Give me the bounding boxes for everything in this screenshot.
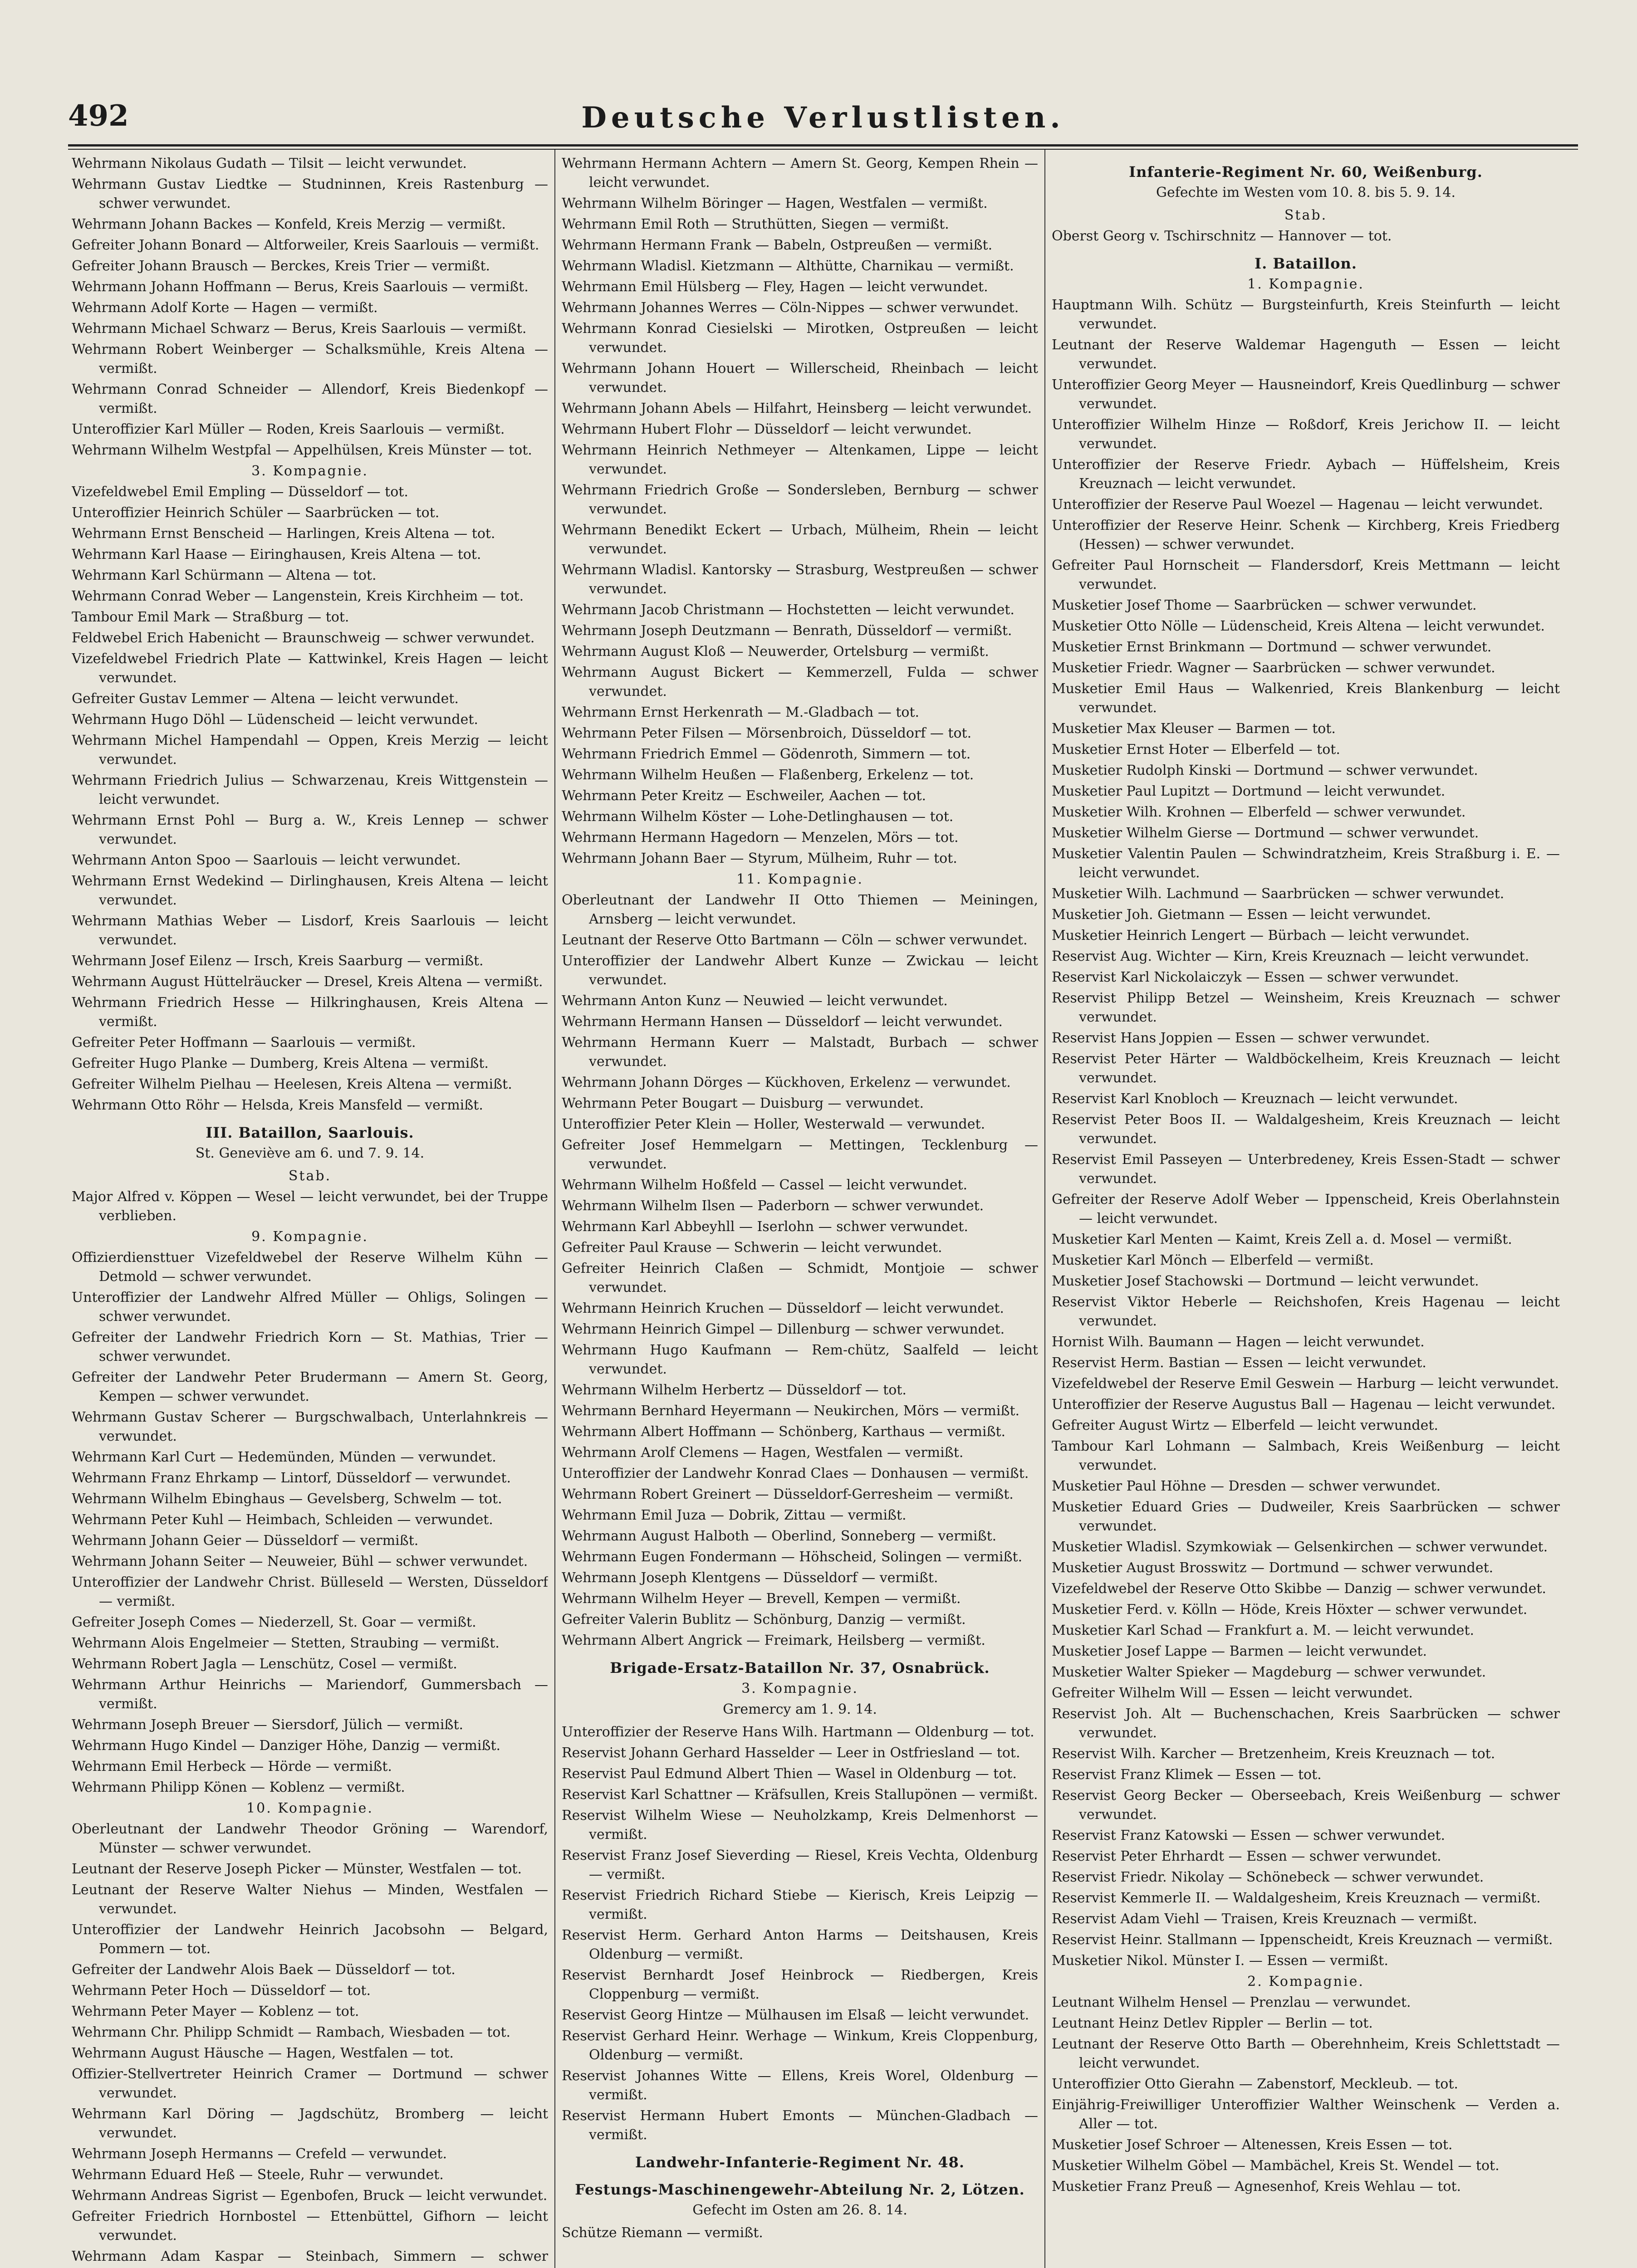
casualty-entry: Wehrmann Johann Houert — Willerscheid, Rheinbach — leicht verwundet.	[562, 361, 1038, 396]
casualty-entry: Wehrmann Wilhelm Hoßfeld — Cassel — leicht verwundet.	[562, 1177, 968, 1193]
casualty-entry: Wehrmann Friedrich Hesse — Hilkringhausen, Kreis Altena — vermißt.	[72, 995, 548, 1030]
column-right	[1052, 154, 1560, 2268]
casualty-entry: Reservist Viktor Heberle — Reichshofen, Kreis Hagenau — leicht verwundet.	[1052, 1294, 1560, 1329]
casualty-entry: Wehrmann Karl Döring — Jagdschütz, Bromberg — leicht verwundet.	[72, 2106, 548, 2141]
section-heading: I. Bataillon.	[1255, 255, 1357, 272]
casualty-entry: Wehrmann Hugo Kindel — Danziger Höhe, Danzig — vermißt.	[72, 1738, 501, 1754]
page-number: 492	[68, 99, 129, 133]
casualty-entry: Unteroffizier der Reserve Heinr. Schenk — Kirchberg, Kreis Friedberg (Hessen) — schwer verwundet.	[1052, 518, 1560, 552]
casualty-entry: Tambour Emil Mark — Straßburg — tot.	[72, 609, 349, 625]
column-divider	[1044, 150, 1045, 2268]
casualty-entry: Wehrmann Arthur Heinrichs — Mariendorf, Gummersbach — vermißt.	[72, 1677, 548, 1712]
section-heading: Infanterie-Regiment Nr. 60, Weißenburg.	[1129, 163, 1483, 181]
casualty-entry: Vizefeldwebel der Reserve Otto Skibbe — Danzig — schwer verwundet.	[1052, 1581, 1546, 1597]
casualty-entry: Wehrmann Wladisl. Kantorsky — Strasburg, Westpreußen — schwer verwundet.	[562, 562, 1038, 597]
casualty-entry: Reservist Kemmerle II. — Waldalgesheim, Kreis Kreuznach — vermißt.	[1052, 1890, 1541, 1906]
casualty-entry: Leutnant Heinz Detlev Rippler — Berlin — tot.	[1052, 2015, 1373, 2031]
battle-note: Gefecht im Osten am 26. 8. 14.	[692, 2202, 907, 2218]
casualty-entry: Wehrmann Albert Angrick — Freimark, Heilsberg — vermißt.	[562, 1633, 985, 1648]
casualty-entry: Unteroffizier der Reserve Hans Wilh. Hartmann — Oldenburg — tot.	[562, 1724, 1034, 1740]
casualty-entry: Reservist Georg Hintze — Mülhausen im Elsaß — leicht verwundet.	[562, 2007, 1029, 2023]
casualty-entry: Wehrmann Heinrich Nethmeyer — Altenkamen, Lippe — leicht verwundet.	[562, 442, 1038, 477]
casualty-entry: Wehrmann Philipp Könen — Koblenz — vermißt.	[72, 1779, 405, 1795]
casualty-entry: Musketier Ernst Brinkmann — Dortmund — schwer verwundet.	[1052, 639, 1492, 655]
casualty-entry: Musketier Paul Lupitzt — Dortmund — leicht verwundet.	[1052, 783, 1446, 799]
casualty-entry: Musketier Heinrich Lengert — Bürbach — leicht verwundet.	[1052, 928, 1470, 943]
casualty-entry: Musketier Josef Lappe — Barmen — leicht verwundet.	[1052, 1643, 1427, 1659]
casualty-entry: Reservist Franz Josef Sieverding — Riesel, Kreis Vechta, Oldenburg — vermißt.	[562, 1848, 1038, 1882]
casualty-entry: Reservist Gerhard Heinr. Werhage — Winkum, Kreis Cloppenburg, Oldenburg — vermißt.	[562, 2028, 1038, 2063]
casualty-entry: Wehrmann Emil Hülsberg — Fley, Hagen — leicht verwundet.	[562, 279, 988, 295]
casualty-entry: Reservist Friedrich Richard Stiebe — Kierisch, Kreis Leipzig — vermißt.	[562, 1887, 1038, 1922]
casualty-entry: Gefreiter August Wirtz — Elberfeld — leicht verwundet.	[1052, 1418, 1438, 1433]
casualty-entry: Musketier Karl Schad — Frankfurt a. M. — leicht verwundet.	[1052, 1623, 1475, 1638]
casualty-entry: Unteroffizier Heinrich Schüler — Saarbrücken — tot.	[72, 505, 440, 521]
casualty-entry: Unteroffizier Otto Gierahn — Zabenstorf, Meckleub. — tot.	[1052, 2076, 1458, 2092]
casualty-entry: Wehrmann Wilhelm Ilsen — Paderborn — schwer verwundet.	[562, 1198, 984, 1214]
casualty-entry: Wehrmann Ernst Wedekind — Dirlinghausen, Kreis Altena — leicht verwundet.	[72, 873, 548, 908]
casualty-entry: Wehrmann August Hüttelräucker — Dresel, Kreis Altena — vermißt.	[72, 974, 543, 990]
casualty-entry: Wehrmann Hermann Hagedorn — Menzelen, Mörs — tot.	[562, 830, 959, 846]
casualty-entry: Reservist Heinr. Stallmann — Ippenscheidt, Kreis Kreuznach — vermißt.	[1052, 1932, 1553, 1948]
casualty-entry: Wehrmann Peter Hoch — Düsseldorf — tot.	[72, 1983, 371, 1999]
casualty-entry: Wehrmann Peter Filsen — Mörsenbroich, Düsseldorf — tot.	[562, 725, 972, 741]
casualty-entry: Reservist Philipp Betzel — Weinsheim, Kreis Kreuznach — schwer verwundet.	[1052, 990, 1560, 1025]
casualty-entry: Reservist Paul Edmund Albert Thien — Wasel in Oldenburg — tot.	[562, 1766, 1017, 1782]
casualty-entry: Wehrmann Jacob Christmann — Hochstetten — leicht verwundet.	[562, 602, 1015, 618]
casualty-entry: Reservist Emil Passeyen — Unterbredeney, Kreis Essen-Stadt — schwer verwundet.	[1052, 1152, 1560, 1187]
casualty-entry: Reservist Franz Klimek — Essen — tot.	[1052, 1767, 1322, 1783]
casualty-entry: Musketier Karl Mönch — Elberfeld — vermißt.	[1052, 1252, 1374, 1268]
casualty-entry: Reservist Herm. Bastian — Essen — leicht verwundet.	[1052, 1355, 1426, 1371]
casualty-entry: Gefreiter der Landwehr Friedrich Korn — St. Mathias, Trier — schwer verwundet.	[72, 1330, 548, 1364]
casualty-entry: Reservist Peter Ehrhardt — Essen — schwer verwundet.	[1052, 1848, 1441, 1864]
casualty-entry: Gefreiter Johann Bonard — Altforweiler, Kreis Saarlouis — vermißt.	[72, 237, 539, 253]
casualty-entry: Wehrmann Joseph Breuer — Siersdorf, Jülich — vermißt.	[72, 1717, 464, 1733]
casualty-entry: Wehrmann August Bickert — Kemmerzell, Fulda — schwer verwundet.	[562, 665, 1038, 699]
casualty-entry: Gefreiter Friedrich Hornbostel — Ettenbüttel, Gifhorn — leicht verwundet.	[72, 2209, 548, 2244]
casualty-entry: Gefreiter der Landwehr Alois Baek — Düsseldorf — tot.	[72, 1962, 456, 1978]
casualty-entry: Wehrmann Heinrich Kruchen — Düsseldorf — leicht verwundet.	[562, 1300, 1004, 1316]
casualty-entry: Wehrmann Wilhelm Ebinghaus — Gevelsberg, Schwelm — tot.	[72, 1491, 502, 1507]
casualty-entry: Unteroffizier der Reserve Augustus Ball — Hagenau — leicht verwundet.	[1052, 1397, 1556, 1413]
casualty-entry: Gefreiter Gustav Lemmer — Altena — leicht verwundet.	[72, 691, 459, 707]
casualty-entry: Wehrmann Josef Eilenz — Irsch, Kreis Saarburg — vermißt.	[72, 953, 484, 969]
casualty-entry: Leutnant der Reserve Walter Niehus — Minden, Westfalen — verwundet.	[72, 1882, 548, 1917]
casualty-entry: Wehrmann Emil Juza — Dobrik, Zittau — vermißt.	[562, 1507, 907, 1523]
casualty-entry: Reservist Wilhelm Wiese — Neuholzkamp, Kreis Delmenhorst — vermißt.	[562, 1808, 1038, 1843]
casualty-entry: Einjährig-Freiwilliger Unteroffizier Walther Weinschenk — Verden a. Aller — tot.	[1052, 2097, 1560, 2132]
casualty-entry: Wehrmann Joseph Klentgens — Düsseldorf — vermißt.	[562, 1570, 938, 1586]
casualty-entry: Wehrmann Arolf Clemens — Hagen, Westfalen — vermißt.	[562, 1445, 964, 1461]
casualty-entry: Wehrmann Wilhelm Köster — Lohe-Detlinghausen — tot.	[562, 809, 954, 825]
casualty-entry: Offizierdiensttuer Vizefeldwebel der Reserve Wilhelm Kühn — Detmold — schwer verwundet.	[72, 1250, 548, 1285]
casualty-entry: Reservist Peter Härter — Waldböckelheim, Kreis Kreuznach — leicht verwundet.	[1052, 1051, 1560, 1086]
casualty-entry: Unteroffizier der Landwehr Christ. Bülleseld — Wersten, Düsseldorf — vermißt.	[72, 1574, 548, 1609]
casualty-entry: Wehrmann Friedrich Emmel — Gödenroth, Simmern — tot.	[562, 746, 971, 762]
casualty-entry: Hornist Wilh. Baumann — Hagen — leicht verwundet.	[1052, 1334, 1425, 1350]
casualty-entry: Tambour Karl Lohmann — Salmbach, Kreis Weißenburg — leicht verwundet.	[1052, 1438, 1560, 1473]
casualty-entry: Wehrmann Friedrich Große — Sondersleben, Bernburg — schwer verwundet.	[562, 482, 1038, 517]
casualty-entry: Wehrmann Robert Jagla — Lenschütz, Cosel — vermißt.	[72, 1656, 457, 1672]
casualty-entry: Wehrmann Chr. Philipp Schmidt — Rambach, Wiesbaden — tot.	[72, 2024, 511, 2040]
casualty-entry: Reservist Bernhardt Josef Heinbrock — Riedbergen, Kreis Cloppenburg — vermißt.	[562, 1967, 1038, 2002]
casualty-entry: Musketier Ernst Hoter — Elberfeld — tot.	[1052, 742, 1340, 758]
casualty-entry: Wehrmann Peter Kreitz — Eschweiler, Aachen — tot.	[562, 788, 926, 804]
casualty-entry: Leutnant der Reserve Joseph Picker — Münster, Westfalen — tot.	[72, 1861, 522, 1877]
casualty-entry: Wehrmann Johann Backes — Konfeld, Kreis Merzig — vermißt.	[72, 216, 506, 232]
casualty-entry: Musketier Josef Schroer — Altenessen, Kreis Essen — tot.	[1052, 2137, 1453, 2153]
page-header	[68, 98, 1578, 138]
casualty-entry: Reservist Herm. Gerhard Anton Harms — Deitshausen, Kreis Oldenburg — vermißt.	[562, 1927, 1038, 1962]
casualty-entry: Unteroffizier Wilhelm Hinze — Roßdorf, Kreis Jerichow II. — leicht verwundet.	[1052, 417, 1560, 452]
casualty-entry: Musketier Rudolph Kinski — Dortmund — schwer verwundet.	[1052, 763, 1478, 778]
casualty-entry: Gefreiter Johann Brausch — Berckes, Kreis Trier — vermißt.	[72, 258, 490, 274]
casualty-entry: Wehrmann Robert Weinberger — Schalksmühle, Kreis Altena — vermißt.	[72, 342, 548, 376]
casualty-entry: Wehrmann Ernst Pohl — Burg a. W., Kreis Lennep — schwer verwundet.	[72, 812, 548, 847]
casualty-entry: Gefreiter der Landwehr Peter Brudermann — Amern St. Georg, Kempen — schwer verwundet.	[72, 1369, 548, 1404]
casualty-entry: Reservist Joh. Alt — Buchenschachen, Kreis Saarbrücken — schwer verwundet.	[1052, 1706, 1560, 1741]
casualty-entry: Major Alfred v. Köppen — Wesel — leicht verwundet, bei der Truppe verblieben.	[72, 1189, 548, 1224]
casualty-entry: Wehrmann Anton Kunz — Neuwied — leicht verwundet.	[562, 993, 948, 1009]
casualty-entry: Oberleutnant der Landwehr II Otto Thiemen — Meiningen, Arnsberg — leicht verwundet.	[562, 892, 1038, 927]
casualty-entry: Wehrmann Hugo Kaufmann — Rem-chütz, Saalfeld — leicht verwundet.	[562, 1342, 1038, 1377]
casualty-entry: Hauptmann Wilh. Schütz — Burgsteinfurth, Kreis Steinfurth — leicht verwundet.	[1052, 297, 1560, 332]
casualty-entry: Musketier Nikol. Münster I. — Essen — vermißt.	[1052, 1953, 1388, 1969]
casualty-entry: Wehrmann Conrad Weber — Langenstein, Kreis Kirchheim — tot.	[72, 588, 524, 604]
casualty-entry: Wehrmann Emil Roth — Struthütten, Siegen — vermißt.	[562, 216, 949, 232]
casualty-entry: Wehrmann Michel Hampendahl — Oppen, Kreis Merzig — leicht verwundet.	[72, 733, 548, 767]
casualty-entry: Wehrmann Friedrich Julius — Schwarzenau, Kreis Wittgenstein — leicht verwundet.	[72, 772, 548, 807]
company-heading: 3. Kompagnie.	[251, 463, 368, 479]
casualty-entry: Wehrmann Hugo Döhl — Lüdenscheid — leicht verwundet.	[72, 712, 478, 728]
section-heading: Landwehr-Infanterie-Regiment Nr. 48.	[635, 2154, 965, 2171]
company-heading: 9. Kompagnie.	[251, 1229, 368, 1245]
casualty-entry: Unteroffizier der Reserve Friedr. Aybach — Hüffelsheim, Kreis Kreuznach — leicht verwundet.	[1052, 457, 1560, 492]
company-heading: Stab.	[1284, 207, 1328, 223]
casualty-entry: Gefreiter Joseph Comes — Niederzell, St. Goar — vermißt.	[72, 1614, 476, 1630]
casualty-entry: Wehrmann Johannes Werres — Cöln-Nippes — schwer verwundet.	[562, 300, 1019, 316]
casualty-entry: Wehrmann Hermann Achtern — Amern St. Georg, Kempen Rhein — leicht verwundet.	[562, 156, 1038, 191]
page-title: Deutsche Verlustlisten.	[581, 101, 1065, 135]
casualty-entry: Oberleutnant der Landwehr Theodor Gröning — Warendorf, Münster — schwer verwundet.	[72, 1821, 548, 1856]
column-left	[72, 154, 548, 2268]
casualty-entry: Musketier Emil Haus — Walkenried, Kreis Blankenburg — leicht verwundet.	[1052, 681, 1560, 716]
casualty-entry: Leutnant der Reserve Waldemar Hagenguth — Essen — leicht verwundet.	[1052, 337, 1560, 372]
casualty-entry: Wehrmann Bernhard Heyermann — Neukirchen, Mörs — vermißt.	[562, 1403, 1020, 1419]
casualty-entry: Wehrmann Karl Schürmann — Altena — tot.	[72, 567, 377, 583]
casualty-entry: Reservist Georg Becker — Oberseebach, Kreis Weißenburg — schwer verwundet.	[1052, 1788, 1560, 1823]
casualty-entry: Gefreiter Paul Krause — Schwerin — leicht verwundet.	[562, 1240, 942, 1256]
casualty-entry: Musketier August Brosswitz — Dortmund — schwer verwundet.	[1052, 1560, 1494, 1576]
casualty-entry: Wehrmann Wilhelm Böringer — Hagen, Westfalen — vermißt.	[562, 196, 988, 211]
casualty-entry: Musketier Wilhelm Göbel — Mambächel, Kreis St. Wendel — tot.	[1052, 2158, 1500, 2174]
casualty-entry: Reservist Wilh. Karcher — Bretzenheim, Kreis Kreuznach — tot.	[1052, 1746, 1495, 1762]
casualty-entry: Gefreiter Heinrich Claßen — Schmidt, Montjoie — schwer verwundet.	[562, 1261, 1038, 1295]
casualty-entry: Wehrmann Nikolaus Gudath — Tilsit — leicht verwundet.	[72, 156, 467, 171]
casualty-entry: Gefreiter Wilhelm Pielhau — Heelesen, Kreis Altena — vermißt.	[72, 1076, 512, 1092]
casualty-entry: Unteroffizier der Reserve Paul Woezel — Hagenau — leicht verwundet.	[1052, 497, 1543, 513]
casualty-entry: Wehrmann Peter Bougart — Duisburg — verwundet.	[562, 1095, 924, 1111]
section-heading: III. Bataillon, Saarlouis.	[206, 1124, 414, 1141]
casualty-entry: Wehrmann Hubert Flohr — Düsseldorf — leicht verwundet.	[562, 421, 972, 437]
casualty-entry: Reservist Karl Knobloch — Kreuznach — leicht verwundet.	[1052, 1091, 1458, 1107]
company-heading: 3. Kompagnie.	[741, 1681, 858, 1696]
casualty-entry: Gefreiter Wilhelm Will — Essen — leicht verwundet.	[1052, 1685, 1413, 1701]
casualty-entry: Vizefeldwebel Friedrich Plate — Kattwinkel, Kreis Hagen — leicht verwundet.	[72, 651, 548, 686]
casualty-entry: Musketier Paul Höhne — Dresden — schwer verwundet.	[1052, 1478, 1441, 1494]
casualty-entry: Wehrmann Alois Engelmeier — Stetten, Straubing — vermißt.	[72, 1635, 500, 1651]
casualty-entry: Wehrmann Gustav Scherer — Burgschwalbach, Unterlahnkreis — verwundet.	[72, 1409, 548, 1444]
casualty-entry: Musketier Wilh. Lachmund — Saarbrücken — schwer verwundet.	[1052, 886, 1505, 902]
company-heading: 2. Kompagnie.	[1247, 1974, 1364, 1989]
casualty-entry: Unteroffizier der Landwehr Heinrich Jacobsohn — Belgard, Pommern — tot.	[72, 1922, 548, 1957]
casualty-entry: Unteroffizier Peter Klein — Holler, Westerwald — verwundet.	[562, 1116, 985, 1132]
casualty-entry: Wehrmann Ernst Herkenrath — M.-Gladbach — tot.	[562, 704, 920, 720]
casualty-entry: Reservist Peter Boos II. — Waldalgesheim, Kreis Kreuznach — leicht verwundet.	[1052, 1112, 1560, 1147]
casualty-entry: Wehrmann Hermann Frank — Babeln, Ostpreußen — vermißt.	[562, 237, 993, 253]
casualty-entry: Wehrmann Adolf Korte — Hagen — vermißt.	[72, 300, 378, 316]
casualty-entry: Wehrmann Konrad Ciesielski — Mirotken, Ostpreußen — leicht verwundet.	[562, 321, 1038, 356]
casualty-entry: Musketier Valentin Paulen — Schwindratzheim, Kreis Straßburg i. E. — leicht verwundet.	[1052, 846, 1560, 881]
header-rule	[68, 144, 1578, 147]
casualty-entry: Wehrmann Johann Dörges — Kückhoven, Erkelenz — verwundet.	[562, 1075, 1011, 1090]
casualty-entry: Gefreiter Paul Hornscheit — Flandersdorf, Kreis Mettmann — leicht verwundet.	[1052, 557, 1560, 592]
casualty-entry: Vizefeldwebel Emil Empling — Düsseldorf — tot.	[72, 484, 408, 500]
casualty-entry: Wehrmann August Häusche — Hagen, Westfalen — tot.	[72, 2045, 454, 2061]
casualty-entry: Wehrmann Karl Abbeyhll — Iserlohn — schwer verwundet.	[562, 1219, 968, 1235]
casualty-entry: Wehrmann Conrad Schneider — Allendorf, Kreis Biedenkopf — vermißt.	[72, 381, 548, 416]
company-heading: 10. Kompagnie.	[246, 1800, 373, 1816]
casualty-entry: Gefreiter Josef Hemmelgarn — Mettingen, Tecklenburg — verwundet.	[562, 1137, 1038, 1172]
casualty-entry: Wehrmann Albert Hoffmann — Schönberg, Karthaus — vermißt.	[562, 1424, 1006, 1440]
casualty-entry: Unteroffizier der Landwehr Konrad Claes — Donhausen — vermißt.	[562, 1466, 1029, 1481]
casualty-entry: Musketier Joh. Gietmann — Essen — leicht verwundet.	[1052, 907, 1431, 923]
casualty-entry: Gefreiter Hugo Planke — Dumberg, Kreis Altena — vermißt.	[72, 1056, 489, 1071]
casualty-entry: Unteroffizier der Landwehr Alfred Müller — Ohligs, Solingen — schwer verwundet.	[72, 1290, 548, 1325]
casualty-entry: Schütze Riemann — vermißt.	[562, 2225, 763, 2241]
casualty-entry: Offizier-Stellvertreter Heinrich Cramer — Dortmund — schwer verwundet.	[72, 2066, 548, 2101]
section-heading: Festungs-Maschinengewehr-Abteilung Nr. 2, Lötzen.	[575, 2181, 1025, 2198]
casualty-entry: Reservist Karl Schattner — Kräfsullen, Kreis Stallupönen — vermißt.	[562, 1787, 1038, 1803]
casualty-entry: Wehrmann Wladisl. Kietzmann — Althütte, Charnikau — vermißt.	[562, 258, 1014, 274]
section-heading: Brigade-Ersatz-Bataillon Nr. 37, Osnabrück.	[610, 1659, 990, 1677]
casualty-entry: Wehrmann Mathias Weber — Lisdorf, Kreis Saarlouis — leicht verwundet.	[72, 913, 548, 948]
casualty-entry: Musketier Max Kleuser — Barmen — tot.	[1052, 721, 1336, 737]
casualty-entry: Wehrmann August Kloß — Neuwerder, Ortelsburg — vermißt.	[562, 644, 989, 660]
company-heading: 1. Kompagnie.	[1247, 276, 1364, 292]
casualty-entry: Wehrmann Ernst Benscheid — Harlingen, Kreis Altena — tot.	[72, 526, 495, 542]
casualty-entry: Wehrmann Peter Mayer — Koblenz — tot.	[72, 2004, 359, 2019]
casualty-entry: Musketier Karl Menten — Kaimt, Kreis Zell a. d. Mosel — vermißt.	[1052, 1232, 1512, 1247]
casualty-entry: Gefreiter Peter Hoffmann — Saarlouis — vermißt.	[72, 1035, 416, 1051]
casualty-entry: Wehrmann Benedikt Eckert — Urbach, Mülheim, Rhein — leicht verwundet.	[562, 522, 1038, 557]
casualty-entry: Oberst Georg v. Tschirschnitz — Hannover — tot.	[1052, 228, 1392, 244]
casualty-entry: Gefreiter der Reserve Adolf Weber — Ippenscheid, Kreis Oberlahnstein — leicht verwundet.	[1052, 1192, 1560, 1227]
casualty-entry: Unteroffizier der Landwehr Albert Kunze — Zwickau — leicht verwundet.	[562, 953, 1038, 988]
casualty-entry: Unteroffizier Karl Müller — Roden, Kreis Saarlouis — vermißt.	[72, 421, 505, 437]
casualty-entry: Feldwebel Erich Habenicht — Braunschweig — schwer verwundet.	[72, 630, 535, 646]
company-heading: Stab.	[288, 1168, 332, 1184]
casualty-entry: Musketier Wladisl. Szymkowiak — Gelsenkirchen — schwer verwundet.	[1052, 1539, 1548, 1555]
casualty-entry: Reservist Hans Joppien — Essen — schwer verwundet.	[1052, 1030, 1430, 1046]
casualty-entry: Wehrmann Heinrich Gimpel — Dillenburg — schwer verwundet.	[562, 1321, 1005, 1337]
casualty-entry: Wehrmann Peter Kuhl — Heimbach, Schleiden — verwundet.	[72, 1512, 493, 1528]
header-rule-thin	[68, 149, 1578, 150]
casualty-entry: Reservist Karl Nickolaiczyk — Essen — schwer verwundet.	[1052, 969, 1459, 985]
casualty-entry: Wehrmann Adam Kaspar — Steinbach, Simmern — schwer	[72, 2248, 548, 2264]
casualty-entry: Wehrmann August Halboth — Oberlind, Sonneberg — vermißt.	[562, 1528, 997, 1544]
casualty-entry: Wehrmann Johann Hoffmann — Berus, Kreis Saarlouis — vermißt.	[72, 279, 529, 295]
casualty-entry: Reservist Hermann Hubert Emonts — München-Gladbach — vermißt.	[562, 2108, 1038, 2143]
casualty-entry: Wehrmann Karl Haase — Eiringhausen, Kreis Altena — tot.	[72, 547, 481, 562]
casualty-entry: Musketier Friedr. Wagner — Saarbrücken — schwer verwundet.	[1052, 660, 1495, 676]
casualty-entry: Wehrmann Wilhelm Heußen — Flaßenberg, Erkelenz — tot.	[562, 767, 974, 783]
casualty-entry: Unteroffizier Georg Meyer — Hausneindorf, Kreis Quedlinburg — schwer verwundet.	[1052, 377, 1560, 412]
casualty-entry: Gefreiter Valerin Bublitz — Schönburg, Danzig — vermißt.	[562, 1612, 966, 1628]
column-divider	[554, 150, 555, 2268]
casualty-entry: Musketier Josef Stachowski — Dortmund — leicht verwundet.	[1052, 1273, 1479, 1289]
casualty-entry: Wehrmann Anton Spoo — Saarlouis — leicht verwundet.	[72, 852, 461, 868]
casualty-entry: Musketier Wilh. Krohnen — Elberfeld — schwer verwundet.	[1052, 804, 1466, 820]
casualty-entry: Reservist Aug. Wichter — Kirn, Kreis Kreuznach — leicht verwundet.	[1052, 948, 1529, 964]
casualty-entry: Musketier Josef Thome — Saarbrücken — schwer verwundet.	[1052, 597, 1477, 613]
casualty-entry: Wehrmann Johann Baer — Styrum, Mülheim, Ruhr — tot.	[562, 850, 957, 866]
casualty-entry: Musketier Otto Nölle — Lüdenscheid, Kreis Altena — leicht verwundet.	[1052, 618, 1545, 634]
casualty-entry: Leutnant der Reserve Otto Barth — Oberehnheim, Kreis Schlettstadt — leicht verwundet.	[1052, 2036, 1560, 2071]
casualty-entry: Wehrmann Eugen Fondermann — Höhscheid, Solingen — vermißt.	[562, 1549, 1023, 1565]
casualty-entry: Reservist Friedr. Nikolay — Schönebeck — schwer verwundet.	[1052, 1869, 1484, 1885]
casualty-entry: Wehrmann Wilhelm Herbertz — Düsseldorf — tot.	[562, 1382, 907, 1398]
casualty-entry: Musketier Wilhelm Gierse — Dortmund — schwer verwundet.	[1052, 825, 1479, 841]
battle-note: St. Geneviève am 6. und 7. 9. 14.	[195, 1145, 425, 1161]
casualty-entry: Wehrmann Johann Geier — Düsseldorf — vermißt.	[72, 1533, 419, 1549]
casualty-entry: Wehrmann Joseph Hermanns — Crefeld — verwundet.	[72, 2146, 447, 2162]
company-heading: 11. Kompagnie.	[736, 871, 863, 887]
casualty-entry: Wehrmann Gustav Liedtke — Studninnen, Kreis Rastenburg — schwer verwundet.	[72, 176, 548, 211]
column-middle	[562, 154, 1038, 2268]
casualty-entry: Musketier Franz Preuß — Agnesenhof, Kreis Wehlau — tot.	[1052, 2179, 1461, 2195]
casualty-entry: Musketier Ferd. v. Kölln — Höde, Kreis Höxter — schwer verwundet.	[1052, 1602, 1528, 1618]
casualty-entry: Wehrmann Johann Abels — Hilfahrt, Heinsberg — leicht verwundet.	[562, 401, 1032, 416]
casualty-entry: Wehrmann Franz Ehrkamp — Lintorf, Düsseldorf — verwundet.	[72, 1470, 511, 1486]
casualty-entry: Musketier Walter Spieker — Magdeburg — schwer verwundet.	[1052, 1664, 1486, 1680]
casualty-entry: Musketier Eduard Gries — Dudweiler, Kreis Saarbrücken — schwer verwundet.	[1052, 1499, 1560, 1534]
casualty-entry: Wehrmann Robert Greinert — Düsseldorf-Gerresheim — vermißt.	[562, 1486, 1014, 1502]
casualty-entry: Wehrmann Otto Röhr — Helsda, Kreis Mansfeld — vermißt.	[72, 1097, 483, 1113]
casualty-entry: Wehrmann Emil Herbeck — Hörde — vermißt.	[72, 1759, 392, 1774]
casualty-entry: Wehrmann Wilhelm Heyer — Brevell, Kempen — vermißt.	[562, 1591, 961, 1607]
casualty-entry: Wehrmann Hermann Kuerr — Malstadt, Burbach — schwer verwundet.	[562, 1035, 1038, 1070]
casualty-entry: Reservist Johannes Witte — Ellens, Kreis Worel, Oldenburg — vermißt.	[562, 2068, 1038, 2103]
casualty-entry: Wehrmann Eduard Heß — Steele, Ruhr — verwundet.	[72, 2167, 444, 2183]
casualty-entry: Wehrmann Johann Seiter — Neuweier, Bühl — schwer verwundet.	[72, 1554, 528, 1569]
casualty-entry: Reservist Franz Katowski — Essen — schwer verwundet.	[1052, 1828, 1445, 1843]
casualty-entry: Wehrmann Karl Curt — Hedemünden, Münden — verwundet.	[72, 1449, 496, 1465]
battle-note: Gefechte im Westen vom 10. 8. bis 5. 9. 14.	[1156, 185, 1456, 200]
casualty-entry: Reservist Johann Gerhard Hasselder — Leer in Ostfriesland — tot.	[562, 1745, 1020, 1761]
casualty-entry: Leutnant der Reserve Otto Bartmann — Cöln — schwer verwundet.	[562, 932, 1028, 948]
casualty-entry: Wehrmann Wilhelm Westpfal — Appelhülsen, Kreis Münster — tot.	[72, 442, 532, 458]
battle-note: Gremercy am 1. 9. 14.	[723, 1701, 877, 1717]
casualty-entry: Wehrmann Andreas Sigrist — Egenbofen, Bruck — leicht verwundet.	[72, 2188, 548, 2204]
casualty-entry: Reservist Adam Viehl — Traisen, Kreis Kreuznach — vermißt.	[1052, 1911, 1477, 1927]
casualty-entry: Vizefeldwebel der Reserve Emil Geswein — Harburg — leicht verwundet.	[1052, 1376, 1559, 1392]
casualty-entry: Leutnant Wilhelm Hensel — Prenzlau — verwundet.	[1052, 1994, 1411, 2010]
casualty-entry: Wehrmann Michael Schwarz — Berus, Kreis Saarlouis — vermißt.	[72, 321, 527, 337]
casualty-entry: Wehrmann Hermann Hansen — Düsseldorf — leicht verwundet.	[562, 1014, 1003, 1030]
casualty-entry: Wehrmann Joseph Deutzmann — Benrath, Düsseldorf — vermißt.	[562, 623, 1012, 639]
